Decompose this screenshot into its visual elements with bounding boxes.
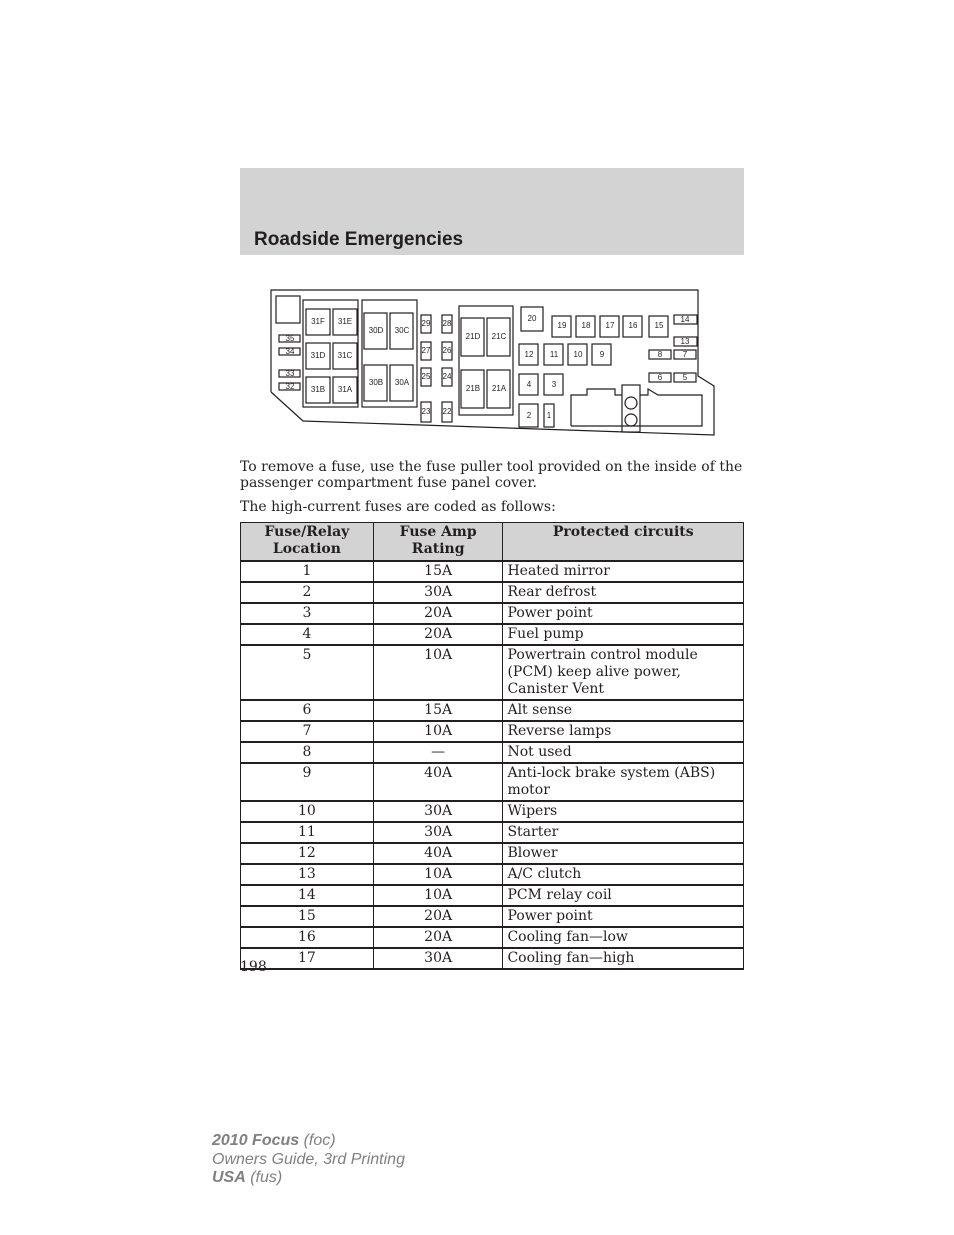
footer-model: 2010 Focus bbox=[212, 1132, 300, 1149]
table-row bbox=[241, 700, 744, 721]
fuse-label: 5 bbox=[682, 373, 688, 383]
fuse-label: 20 bbox=[527, 314, 537, 324]
fuse-label: 31A bbox=[337, 385, 353, 395]
cell-amp-rating: 20A bbox=[373, 603, 503, 624]
cell-amp-rating: 30A bbox=[373, 822, 503, 843]
table-row bbox=[241, 624, 744, 645]
page-number: 198 bbox=[240, 959, 267, 975]
cell-protected-circuit: Cooling fan—low bbox=[503, 927, 744, 948]
cell-location: 3 bbox=[241, 603, 374, 624]
fuse-label: 16 bbox=[628, 321, 638, 331]
cell-protected-circuit: Blower bbox=[503, 843, 744, 864]
footer-market: USA bbox=[212, 1169, 246, 1186]
cell-location: 17 bbox=[241, 948, 374, 969]
fuse-label: 31B bbox=[310, 385, 326, 395]
fuse-label: 29 bbox=[421, 319, 431, 329]
fuse-label: 22 bbox=[442, 407, 452, 417]
cell-amp-rating: 30A bbox=[373, 801, 503, 822]
cell-protected-circuit: A/C clutch bbox=[503, 864, 744, 885]
table-row bbox=[241, 603, 744, 624]
cell-amp-rating: 10A bbox=[373, 645, 503, 700]
fuse-label: 32 bbox=[285, 382, 295, 392]
fuse-label: 31D bbox=[310, 351, 326, 361]
table-row bbox=[241, 864, 744, 885]
fuse-label: 31F bbox=[311, 317, 325, 327]
cell-location: 13 bbox=[241, 864, 374, 885]
section-title: Roadside Emergencies bbox=[254, 229, 464, 250]
fuse-label: 33 bbox=[285, 369, 295, 379]
cell-protected-circuit: Not used bbox=[503, 742, 744, 763]
cell-amp-rating: 10A bbox=[373, 721, 503, 742]
fuse-panel-diagram bbox=[265, 285, 719, 439]
cell-location: 9 bbox=[241, 763, 374, 801]
cell-protected-circuit: Anti-lock brake system (ABS) motor bbox=[503, 763, 744, 801]
instruction-paragraph: To remove a fuse, use the fuse puller tool provided on the inside of the passenger compartment fuse panel cover. bbox=[240, 459, 743, 491]
fuse-label: 9 bbox=[599, 350, 605, 360]
fuse-table bbox=[240, 522, 744, 970]
cell-protected-circuit: Fuel pump bbox=[503, 624, 744, 645]
fuse-label: 8 bbox=[657, 350, 663, 360]
fuse-label: 10 bbox=[573, 350, 583, 360]
cell-protected-circuit: Alt sense bbox=[503, 700, 744, 721]
cell-amp-rating: 30A bbox=[373, 948, 503, 969]
cell-location: 5 bbox=[241, 645, 374, 700]
footer-market-code: (fus) bbox=[245, 1169, 283, 1186]
fuse-label: 30D bbox=[368, 326, 384, 336]
cell-protected-circuit: Rear defrost bbox=[503, 582, 744, 603]
table-row bbox=[241, 763, 744, 801]
cell-protected-circuit: Power point bbox=[503, 906, 744, 927]
table-row bbox=[241, 721, 744, 742]
fuse-label: 31C bbox=[337, 351, 353, 361]
fuse-label: 34 bbox=[285, 347, 295, 357]
cell-protected-circuit: Reverse lamps bbox=[503, 721, 744, 742]
cell-location: 14 bbox=[241, 885, 374, 906]
fuse-label: 11 bbox=[549, 350, 559, 360]
fuse-label: 6 bbox=[657, 373, 663, 383]
cell-amp-rating: 15A bbox=[373, 700, 503, 721]
table-row bbox=[241, 645, 744, 700]
cell-protected-circuit: Powertrain control module (PCM) keep alive power, Canister Vent bbox=[503, 645, 744, 700]
cell-amp-rating: 40A bbox=[373, 763, 503, 801]
fuse-label: 27 bbox=[421, 346, 431, 356]
table-header-row bbox=[241, 523, 744, 562]
table-row bbox=[241, 561, 744, 582]
cell-location: 7 bbox=[241, 721, 374, 742]
fuse-label: 18 bbox=[581, 321, 591, 331]
fuse-label: 21C bbox=[491, 332, 507, 342]
fuse-label: 35 bbox=[285, 334, 295, 344]
header-location: Fuse/Relay Location bbox=[241, 523, 374, 562]
fuse-label: 23 bbox=[421, 407, 431, 417]
fuse-label: 3 bbox=[551, 380, 557, 390]
cell-location: 1 bbox=[241, 561, 374, 582]
header-protected-circuits: Protected circuits bbox=[503, 523, 744, 562]
table-row bbox=[241, 843, 744, 864]
footer-line-2: Owners Guide, 3rd Printing bbox=[212, 1150, 405, 1168]
table-row bbox=[241, 822, 744, 843]
table-row bbox=[241, 948, 744, 969]
fuse-label: 31E bbox=[337, 317, 353, 327]
fuse-label: 1 bbox=[546, 411, 552, 421]
fuse-label: 19 bbox=[557, 321, 567, 331]
cell-protected-circuit: PCM relay coil bbox=[503, 885, 744, 906]
fuse-label: 14 bbox=[680, 315, 690, 325]
cell-location: 8 bbox=[241, 742, 374, 763]
fuse-label: 4 bbox=[526, 380, 532, 390]
table-row bbox=[241, 742, 744, 763]
cell-amp-rating: 20A bbox=[373, 927, 503, 948]
fuse-label: 30A bbox=[394, 378, 410, 388]
table-row bbox=[241, 885, 744, 906]
cell-location: 10 bbox=[241, 801, 374, 822]
cell-location: 11 bbox=[241, 822, 374, 843]
fuse-label: 30B bbox=[368, 378, 384, 388]
cell-amp-rating: 30A bbox=[373, 582, 503, 603]
cell-amp-rating: 40A bbox=[373, 843, 503, 864]
cell-amp-rating: 15A bbox=[373, 561, 503, 582]
header-amp-rating: Fuse Amp Rating bbox=[373, 523, 503, 562]
cell-amp-rating: — bbox=[373, 742, 503, 763]
cell-location: 4 bbox=[241, 624, 374, 645]
cell-protected-circuit: Heated mirror bbox=[503, 561, 744, 582]
fuse-label: 26 bbox=[442, 346, 452, 356]
table-row bbox=[241, 582, 744, 603]
cell-protected-circuit: Starter bbox=[503, 822, 744, 843]
footer-line-3 bbox=[212, 1169, 405, 1188]
table-intro-paragraph: The high-current fuses are coded as follows: bbox=[240, 499, 556, 515]
cell-protected-circuit: Wipers bbox=[503, 801, 744, 822]
cell-amp-rating: 10A bbox=[373, 864, 503, 885]
cell-location: 12 bbox=[241, 843, 374, 864]
cell-protected-circuit: Power point bbox=[503, 603, 744, 624]
fuse-label: 17 bbox=[605, 321, 615, 331]
fuse-label: 24 bbox=[442, 372, 452, 382]
cell-amp-rating: 20A bbox=[373, 624, 503, 645]
fuse-label: 15 bbox=[654, 321, 664, 331]
table-row bbox=[241, 906, 744, 927]
footer-line-1 bbox=[212, 1132, 405, 1151]
fuse-label: 21D bbox=[465, 332, 481, 342]
cell-protected-circuit: Cooling fan—high bbox=[503, 948, 744, 969]
footer bbox=[212, 1132, 405, 1188]
fuse-label: 12 bbox=[524, 350, 534, 360]
table-row bbox=[241, 927, 744, 948]
fuse-label: 2 bbox=[526, 411, 532, 421]
table-row bbox=[241, 801, 744, 822]
fuse-label: 28 bbox=[442, 319, 452, 329]
fuse-label: 21B bbox=[465, 384, 481, 394]
cell-location: 15 bbox=[241, 906, 374, 927]
cell-location: 2 bbox=[241, 582, 374, 603]
cell-amp-rating: 20A bbox=[373, 906, 503, 927]
cell-amp-rating: 10A bbox=[373, 885, 503, 906]
fuse-label: 30C bbox=[394, 326, 410, 336]
fuse-label: 25 bbox=[421, 372, 431, 382]
fuse-label: 13 bbox=[680, 337, 690, 347]
cell-location: 16 bbox=[241, 927, 374, 948]
fuse-label: 7 bbox=[682, 350, 688, 360]
fuse-label: 21A bbox=[491, 384, 507, 394]
footer-model-code: (foc) bbox=[299, 1132, 336, 1149]
cell-location: 6 bbox=[241, 700, 374, 721]
